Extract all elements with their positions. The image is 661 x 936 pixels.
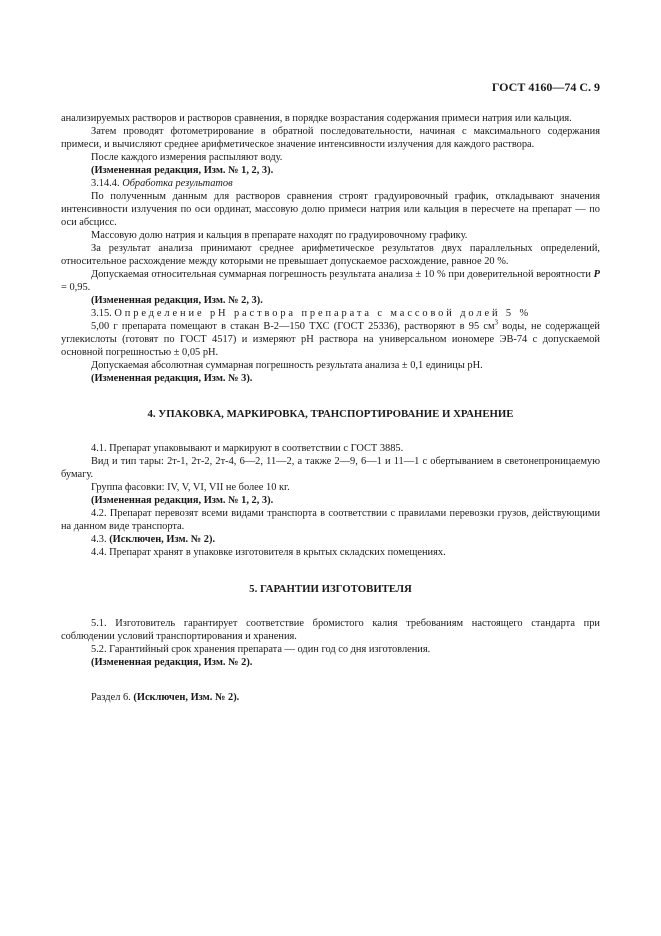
paragraph: За результат анализа принимают среднее арифметическое результатов двух параллельных определений, относительное расхождение между которыми не превышает допускаемое расхождение, равное 20 %. <box>61 243 600 267</box>
revision-note: (Измененная редакция, Изм. № 2). <box>91 657 253 668</box>
paragraph <box>61 320 600 359</box>
subsection-title: Определение pH раствора препарата с массовой долей 5 % <box>114 308 532 319</box>
paragraph <box>61 691 600 704</box>
revision-note: (Измененная редакция, Изм. № 2, 3). <box>91 295 263 306</box>
symbol-p: P <box>593 269 600 280</box>
paragraph: Группа фасовки: IV, V, VI, VII не более 10 кг. <box>91 482 290 493</box>
paragraph: Допускаемая абсолютная суммарная погрешность результата анализа ± 0,1 единицы pH. <box>91 360 483 371</box>
excluded-note: (Исключен, Изм. № 2). <box>109 534 216 545</box>
subsection-heading <box>61 177 600 190</box>
paragraph: По полученным данным для растворов сравнения строят градуировочный график, откладывают значения интенсивности излучения по оси ординат, массовую долю примеси натрия или кальция в пересчете на препарат — по оси абсцисс. <box>61 191 600 228</box>
text-fragment: 5,00 г препарата помещают в стакан В-2—150 ТХС (ГОСТ 25336), растворяют в 95 см <box>91 321 495 332</box>
paragraph <box>61 268 600 294</box>
text-fragment: Допускаемая относительная суммарная погрешность результата анализа ± 10 % при доверительной вероятности <box>91 269 591 280</box>
paragraph: Затем проводят фотометрирование в обратной последовательности, начиная с максимального содержания примеси, и вычисляют среднее арифметическое значение интенсивности излучения для каждого раствора. <box>61 126 600 150</box>
paragraph: Вид и тип тары: 2т-1, 2т-2, 2т-4, 6—2, 11—2, а также 2—9, 6—1 и 11—1 с обертыванием в светонепроницаемую бумагу. <box>61 456 600 480</box>
paragraph: 5.2. Гарантийный срок хранения препарата — один год со дня изготовления. <box>91 644 431 655</box>
section-label: Раздел 6. <box>91 692 131 703</box>
revision-note: (Измененная редакция, Изм. № 1, 2, 3). <box>91 165 274 176</box>
text-fragment: 4.3. <box>91 534 107 545</box>
paragraph: 5.1. Изготовитель гарантирует соответствие бромистого калия требованиям настоящего стандарта при соблюдении условий транспортирования и хранения. <box>61 618 600 642</box>
subsection-number: 3.15. <box>91 308 112 319</box>
paragraph: После каждого измерения распыляют воду. <box>91 152 283 163</box>
paragraph: Массовую долю натрия и кальция в препарате находят по градуировочному графику. <box>91 230 468 241</box>
revision-note: (Измененная редакция, Изм. № 1, 2, 3). <box>91 495 274 506</box>
excluded-note: (Исключен, Изм. № 2). <box>133 692 240 703</box>
paragraph: анализируемых растворов и растворов сравнения, в порядке возрастания содержания примеси натрия или кальция. <box>61 113 572 124</box>
paragraph: 4.4. Препарат хранят в упаковке изготовителя в крытых складских помещениях. <box>91 547 446 558</box>
superscript: 3 <box>494 318 499 327</box>
subsection-heading <box>61 307 600 320</box>
section-heading: 4. УПАКОВКА, МАРКИРОВКА, ТРАНСПОРТИРОВАНИЕ И ХРАНЕНИЕ <box>147 408 514 420</box>
paragraph <box>61 533 600 546</box>
text-fragment: воды, не содержащей углекислоты (готовят по ГОСТ 4517) и измеряют pH раствора на универсальном иономере ЭВ-74 с допускаемой основной погрешностью ± 0,05 pH. <box>61 321 600 358</box>
subsection-title: Обработка результатов <box>122 178 233 189</box>
subsection-number: 3.14.4. <box>91 178 120 189</box>
revision-note: (Измененная редакция, Изм. № 3). <box>91 373 253 384</box>
paragraph: 4.1. Препарат упаковывают и маркируют в соответствии с ГОСТ 3885. <box>91 443 404 454</box>
body-text <box>61 112 600 704</box>
text-fragment: = 0,95. <box>61 282 91 293</box>
page-header-doc-ref: ГОСТ 4160—74 С. 9 <box>491 80 600 94</box>
paragraph: 4.2. Препарат перевозят всеми видами транспорта в соответствии с правилами перевозки грузов, действующими на данном виде транспорта. <box>61 508 600 532</box>
section-heading: 5. ГАРАНТИИ ИЗГОТОВИТЕЛЯ <box>249 583 412 595</box>
